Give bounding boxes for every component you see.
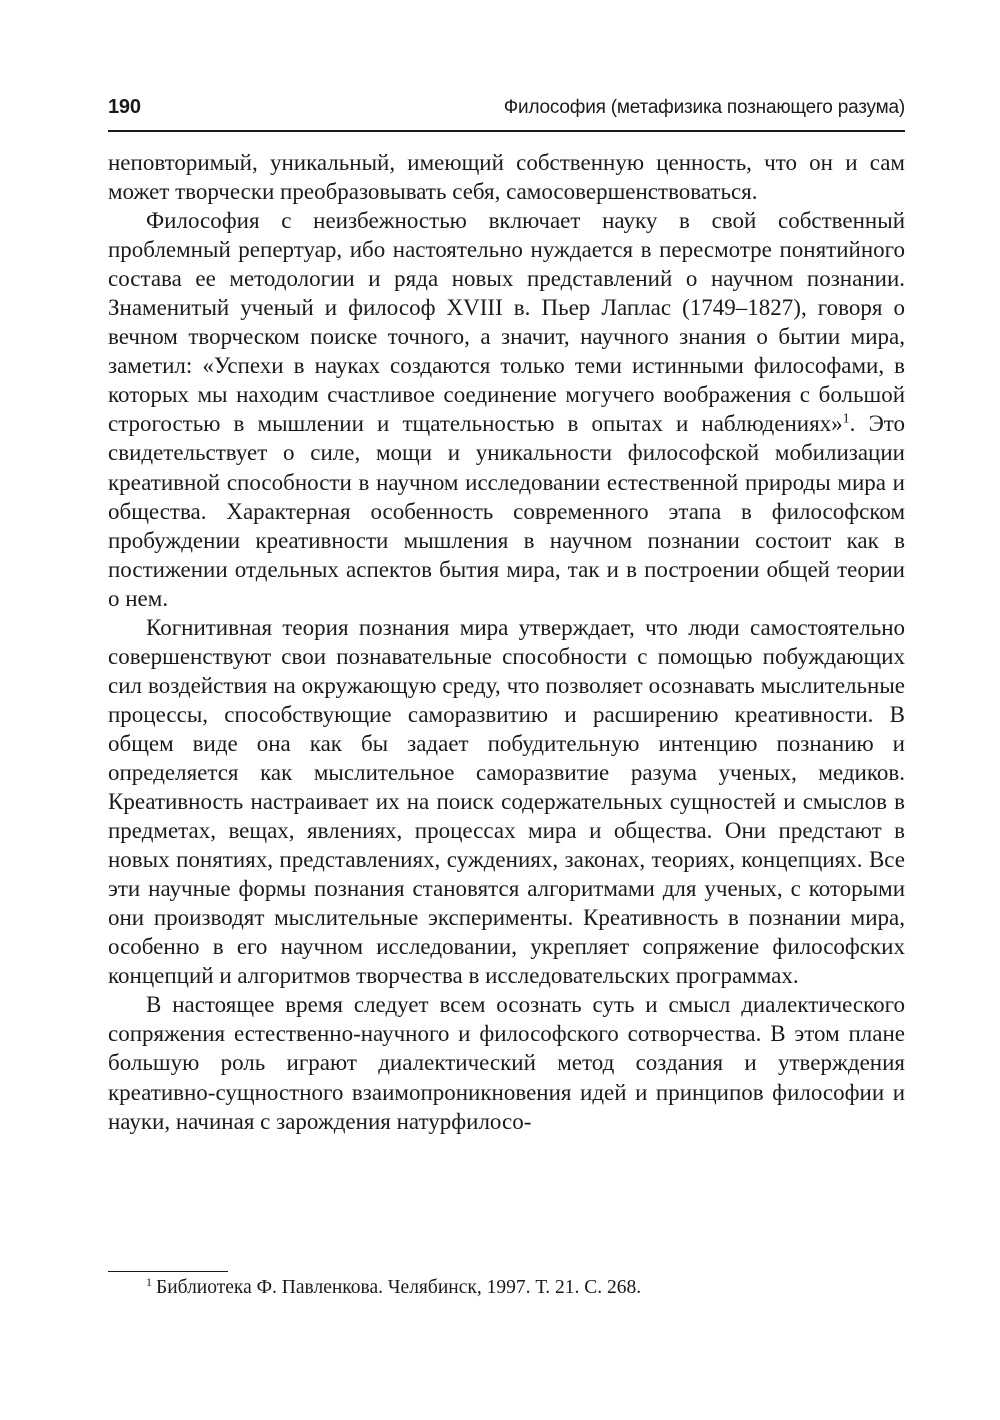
footnote-text: Библиотека Ф. Павленкова. Челябинск, 1997. Т. 21. С. 268.: [156, 1277, 642, 1298]
paragraph-text: . Это свидетельствует о силе, мощи и уникальности философской мобилизации креативной способности в научном исследовании естественной природы мира и общества. Характерная особенность современного этапа в философском пробуждении креативности мышления в научном познании состоит как в постижении отдельных аспектов бытия мира, так и в построении общей теории о нем.: [108, 411, 905, 611]
body-text: [108, 148, 905, 1136]
footnote-mark: 1: [146, 1274, 152, 1289]
paragraph-cognitive-theory: Когнитивная теория познания мира утверждает, что люди самостоятельно совершенствуют свои познавательные способности с помощью побуждающих сил воздействия на окружающую среду, что позволяет осознавать мыслительные процессы, способствующие саморазвитию и расширению креативности. В общем виде она как бы задает побудительную интенцию познанию и определяется как мыслительное саморазвитие разума ученых, медиков. Креативность настраивает их на поиск содержательных сущностей и смыслов в предметах, вещах, явлениях, процессах мира и общества. Они предстают в новых понятиях, представлениях, суждениях, законах, теориях, концепциях. Все эти научные формы познания становятся алгоритмами для ученых, с которыми они производят мыслительные эксперименты. Креативность в познании мира, особенно в его научном исследовании, укрепляет сопряжение философских концепций и алгоритмов творчества в исследовательских программах.: [108, 614, 905, 989]
page-number: 190: [108, 96, 141, 118]
paragraph-philosophy-science: [108, 206, 905, 613]
footnote-reference: 1: [842, 411, 850, 427]
footnote: [146, 1275, 906, 1301]
running-title: Философия (метафизика познающего разума): [503, 97, 905, 118]
paragraph-text: Философия с неизбежностью включает науку в свой собственный проблемный репертуар, ибо настоятельно нуждается в пересмотре понятийного состава ее методологии и ряда новых представлений о научном познании. Знаменитый ученый и философ XVIII в. Пьер Лаплас (1749–1827), говоря о вечном творческом поиске точного, а значит, научного знания о бытии мира, заметил: «Успехи в науках создаются только теми истинными философами, в которых мы находим счастливое соединение могучего воображения с большой строгостью в мышлении и тщательностью в опытах и наблюдениях»: [108, 208, 905, 437]
running-head: [108, 96, 905, 132]
page: [108, 96, 905, 1136]
paragraph-continuation: неповторимый, уникальный, имеющий собственную ценность, что он и сам может творчески преобразовывать себя, самосовершенствоваться.: [108, 150, 905, 205]
footnote-divider: [108, 1271, 228, 1272]
paragraph-dialectics: В настоящее время следует всем осознать суть и смысл диалектического сопряжения естественно-научного и философского сотворчества. В этом плане большую роль играют диалектический метод создания и утверждения креативно-сущностного взаимопроникновения идей и принципов философии и науки, начиная с зарождения натурфилосо-: [108, 992, 905, 1134]
